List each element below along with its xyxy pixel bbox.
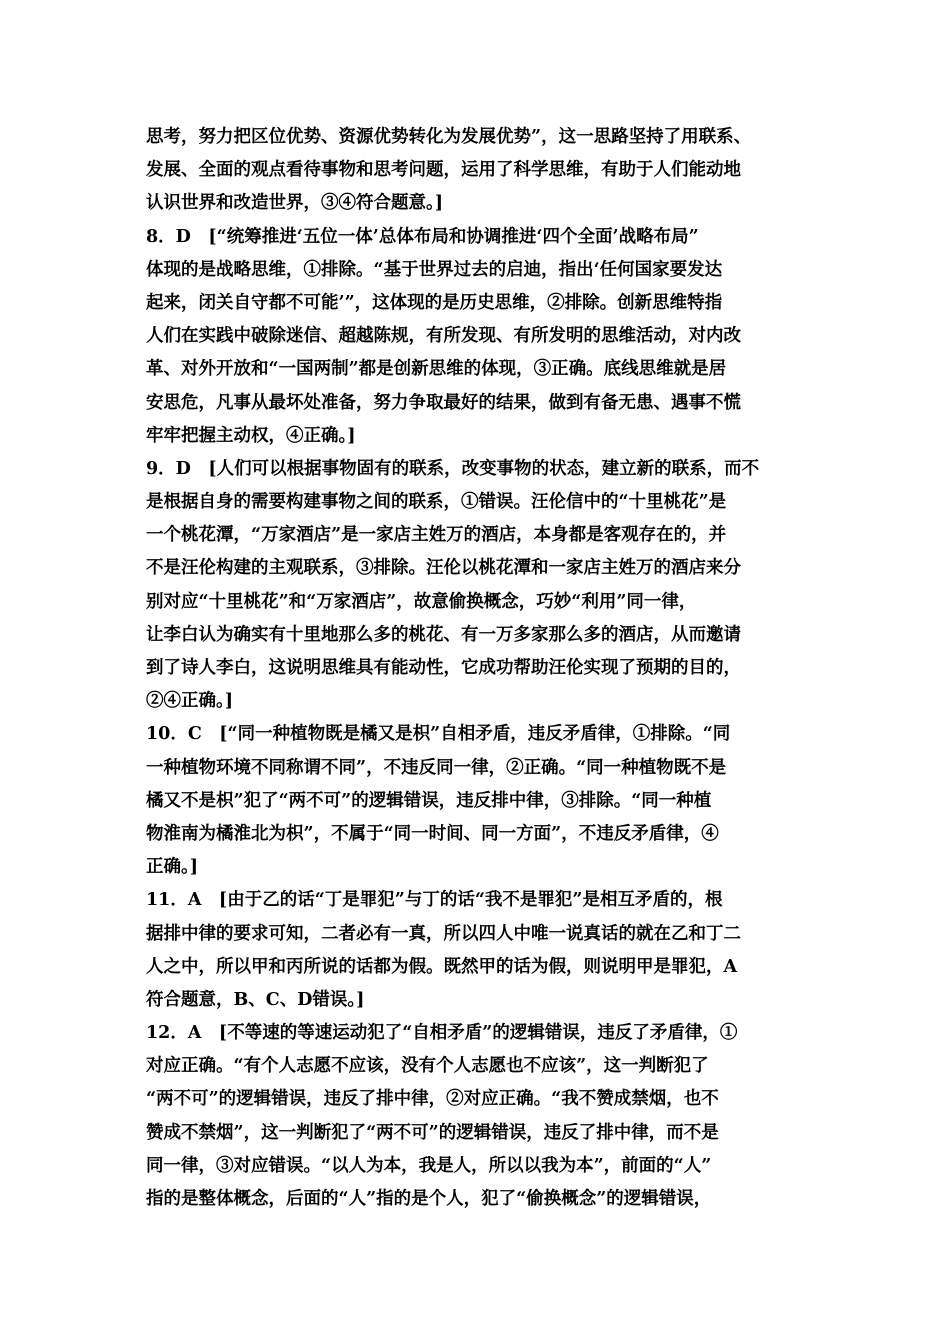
text-line: 发展、全面的观点看待事物和思考问题，运用了科学思维，有助于人们能动地: [146, 160, 741, 181]
text-line: 对应正确。“有个人志愿不应该，没有个人志愿也不应该”，这一判断犯了: [146, 1056, 709, 1077]
text-line: 安思危，凡事从最坏处准备，努力争取最好的结果，做到有备无患、遇事不慌: [146, 392, 741, 413]
text-line: 不是汪伦构建的主观联系，③排除。汪伦以桃花潭和一家店主姓万的酒店来分: [146, 558, 741, 579]
text-line: 正确。]: [146, 857, 199, 878]
text-line: 人们在实践中破除迷信、超越陈规，有所发现、有所发明的思维活动，对内改: [146, 326, 741, 347]
text-line: 8．D [“统筹推进‘五位一体’总体布局和协调推进‘四个全面’战略布局”: [146, 226, 699, 247]
text-line: 据排中律的要求可知，二者必有一真，所以四人中唯一说真话的就在乙和丁二: [146, 923, 741, 944]
text-line: 橘又不是枳”犯了“两不可”的逻辑错误，违反排中律，③排除。“同一种植: [146, 790, 712, 811]
text-line: 指的是整体概念，后面的“人”指的是个人，犯了“偷换概念”的逻辑错误，: [146, 1189, 712, 1209]
text-line: 到了诗人李白，这说明思维具有能动性，它成功帮助汪伦实现了预期的目的，: [146, 658, 741, 678]
text-line: 一种植物环境不同称谓不同”，不违反同一律，②正确。“同一种植物既不是: [146, 757, 727, 778]
text-line: 牢牢把握主动权，④正确。]: [146, 425, 356, 446]
text-line: 体现的是战略思维，①排除。“基于世界过去的启迪，指出‘任何国家要发达: [146, 259, 723, 280]
text-line: 10．C [“同一种植物既是橘又是枳”自相矛盾，违反矛盾律，①排除。“同: [146, 724, 731, 745]
text-line: 思考，努力把区位优势、资源优势转化为发展优势”，这一思路坚持了用联系、: [146, 127, 752, 147]
text-line: 是根据自身的需要构建事物之间的联系，①错误。汪伦信中的“十里桃花”是: [146, 492, 727, 513]
text-line: 一个桃花潭，“万家酒店”是一家店主姓万的酒店，本身都是客观存在的，并: [146, 525, 727, 546]
text-line: 物淮南为橘淮北为枳”，不属于“同一时间、同一方面”，不违反矛盾律，④: [146, 823, 719, 844]
answer-explanation-text: [146, 121, 814, 1216]
text-line: 革、对外开放和“一国两制”都是创新思维的体现，③正确。底线思维就是居: [146, 359, 727, 380]
text-line: 人之中，所以甲和丙所说的话都为假。既然甲的话为假，则说明甲是罪犯，A: [146, 956, 738, 977]
text-line: 9．D [人们可以根据事物固有的联系，改变事物的状态，建立新的联系，而不: [146, 458, 760, 479]
text-line: 别对应“十里桃花”和“万家酒店”，故意偷换概念，巧妙“利用”同一律，: [146, 591, 697, 612]
text-line: “两不可”的逻辑错误，违反了排中律，②对应正确。“我不赞成禁烟，也不: [146, 1089, 719, 1110]
text-line: 起来，闭关自守都不可能’”，这体现的是历史思维，②排除。创新思维特指: [146, 292, 723, 313]
text-line: 赞成不禁烟”，这一判断犯了“两不可”的逻辑错误，违反了排中律，而不是: [146, 1122, 719, 1143]
text-line: 符合题意，B、C、D错误。]: [146, 989, 365, 1010]
text-line: 让李白认为确实有十里地那么多的桃花、有一万多家那么多的酒店，从而邀请: [146, 624, 741, 645]
text-line: 12．A [不等速的等速运动犯了“自相矛盾”的逻辑错误，违反了矛盾律，①: [146, 1023, 738, 1044]
text-line: 认识世界和改造世界，③④符合题意。]: [146, 193, 444, 214]
text-line: 11．A [由于乙的话“丁是罪犯”与丁的话“我不是罪犯”是相互矛盾的，根: [146, 890, 723, 911]
text-line: ②④正确。]: [146, 691, 234, 712]
text-line: 同一律，③对应错误。“以人为本，我是人，所以以我为本”，前面的“人”: [146, 1155, 712, 1176]
